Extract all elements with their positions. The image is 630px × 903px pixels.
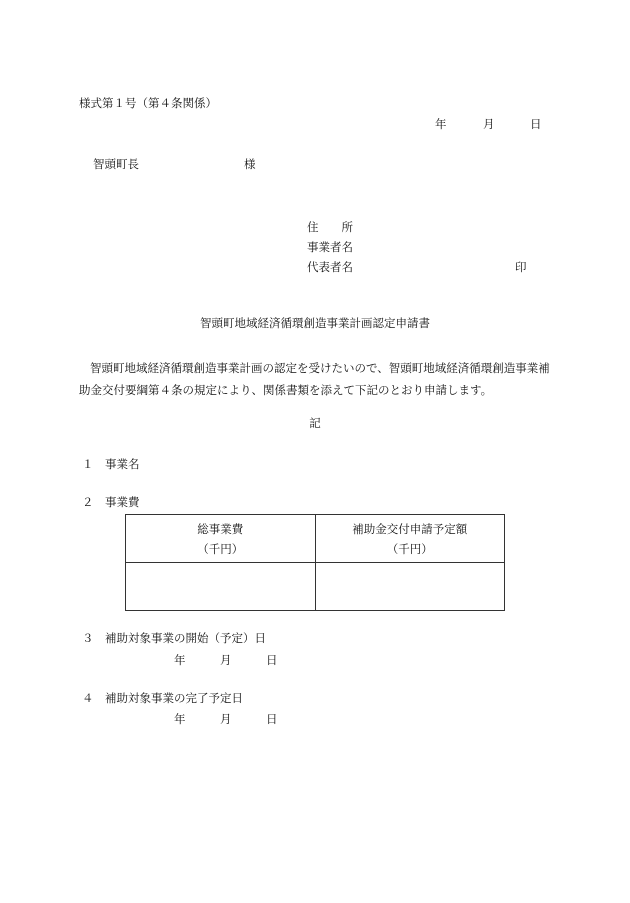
cost-table-header-row [126, 515, 505, 563]
completion-month-label: 月 [220, 712, 232, 726]
completion-year-label: 年 [174, 712, 186, 726]
subsidy-amount-unit: （千円） [386, 541, 433, 556]
representative-label: 代表者名 [307, 260, 353, 274]
total-cost-label: 総事業費 [197, 521, 244, 536]
address-row [307, 219, 537, 239]
completion-day-label: 日 [266, 712, 278, 726]
start-day-label: 日 [266, 653, 278, 667]
start-year-label: 年 [174, 653, 186, 667]
item-business-name: １ 事業名 [82, 457, 140, 471]
business-name-row [307, 239, 537, 259]
document-title: 智頭町地域経済循環創造事業計画認定申請書 [200, 316, 430, 330]
total-cost-header [126, 515, 316, 563]
start-month-label: 月 [220, 653, 232, 667]
date-year-label: 年 [435, 117, 447, 131]
subsidy-amount-label: 補助金交付申請予定額 [352, 521, 468, 536]
subsidy-amount-value-cell[interactable] [315, 563, 505, 611]
total-cost-unit: （千円） [197, 541, 244, 556]
representative-row [307, 259, 537, 279]
business-name-label: 事業者名 [307, 240, 353, 254]
cost-table [125, 514, 505, 611]
item-start-date: ３ 補助対象事業の開始（予定）日 [82, 631, 266, 645]
form-number: 様式第１号（第４条関係） [79, 96, 217, 110]
seal-label: 印 [515, 260, 527, 274]
subsidy-amount-header [315, 515, 505, 563]
ki-heading: 記 [309, 416, 321, 430]
date-month-label: 月 [483, 117, 495, 131]
addressee-name: 智頭町長 [93, 157, 139, 171]
applicant-block [307, 219, 537, 279]
address-label: 住 所 [307, 220, 353, 234]
application-body: 智頭町地域経済循環創造事業計画の認定を受けたいので、智頭町地域経済循環創造事業補助金交付要綱第４条の規定により、関係書類を添えて下記のとおり申請します。 [79, 361, 550, 397]
addressee-honorific: 様 [244, 157, 256, 171]
total-cost-value-cell[interactable] [126, 563, 316, 611]
item-business-cost: ２ 事業費 [82, 495, 140, 509]
cost-table-value-row [126, 563, 505, 611]
date-day-label: 日 [530, 117, 542, 131]
item-completion-date: ４ 補助対象事業の完了予定日 [82, 691, 243, 705]
